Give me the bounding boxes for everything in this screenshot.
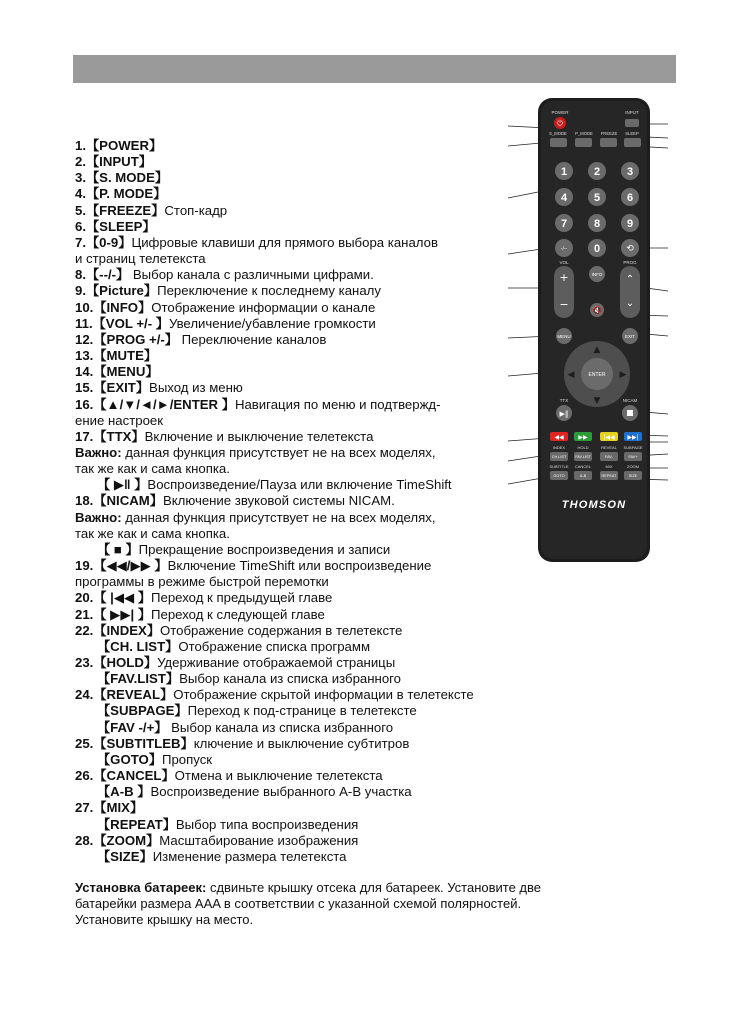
description-line <box>75 655 545 671</box>
button-description-text: Переход к предыдущей главе <box>151 590 333 606</box>
button-key-label: 25.【SUBTITLEB】 <box>75 735 194 751</box>
pmode-label: P_MODE <box>575 131 593 136</box>
button-key-label: 23.【HOLD】 <box>75 655 158 670</box>
button-key-label: 13.【MUTE】 <box>75 348 158 364</box>
button-description-text: Включение и выключение телетекста <box>144 428 374 444</box>
button-description-text: Воспроизведение/Пауза или включение TimeShift <box>147 477 452 493</box>
description-line <box>75 413 545 429</box>
button-description-text: так же как и сама кнопка. <box>75 461 230 477</box>
button-key-label: 24.【REVEAL】 <box>75 687 174 703</box>
input-label: INPUT <box>625 110 639 115</box>
button-key-label: 22.【INDEX】 <box>75 622 161 638</box>
description-line <box>75 219 545 235</box>
info-label: INFO <box>591 272 603 277</box>
description-line <box>75 736 545 752</box>
digit-6-label: 6 <box>626 192 634 204</box>
button-key-label: 26.【CANCEL】 <box>75 768 175 784</box>
digit-5-label: 5 <box>593 192 601 204</box>
description-line <box>75 154 545 170</box>
function-button-label: CH.LIST <box>551 455 567 459</box>
button-key-label: 6.【SLEEP】 <box>75 218 156 234</box>
next-chapter-icon: ▶▶| <box>627 434 639 441</box>
play-pause-icon: ▶‖ <box>559 410 569 418</box>
button-description-text: Отображение скрытой информации в телетексте <box>173 687 474 703</box>
description-line <box>75 316 545 332</box>
nav-down-icon[interactable]: ▼ <box>593 396 601 406</box>
rewind-icon: ◀◀ <box>554 434 564 441</box>
description-line <box>75 720 545 736</box>
button-key-label: 【GOTO】 <box>97 751 162 767</box>
button-description-text: Воспроизведение выбранного A-B участка <box>150 784 412 800</box>
button-description-text: Выбор типа воспроизведения <box>175 816 359 832</box>
function-button-label: FAV+ <box>628 455 638 459</box>
description-line <box>75 671 545 687</box>
button-key-label: 20.【 |◀◀ 】 <box>75 590 152 606</box>
button-key-label: Важно: <box>75 509 122 525</box>
button-key-label: 21.【 ▶▶| 】 <box>75 606 152 622</box>
menu-label: MENU <box>557 334 571 339</box>
function-label: HOLD <box>577 445 589 450</box>
function-button-label: GOTO <box>553 474 565 478</box>
description-line <box>75 380 545 396</box>
description-line <box>75 526 545 542</box>
digit-keypad <box>555 162 639 232</box>
freeze-button[interactable] <box>600 138 617 147</box>
button-description-text: Переключение к последнему каналу <box>157 283 381 299</box>
prog-up-icon: ⌃ <box>625 274 635 285</box>
enter-label: ENTER <box>588 372 606 378</box>
button-description-text: Отображение информации о канале <box>151 299 376 315</box>
digit-8-label: 8 <box>593 218 601 230</box>
function-button-label: SIZE <box>628 474 638 478</box>
battery-line-1: Установка батареек: сдвиньте крышку отсека для батареек. Установите две <box>75 880 541 895</box>
description-line <box>75 510 545 526</box>
button-key-label: 15.【EXIT】 <box>75 380 150 396</box>
digit-9-label: 9 <box>626 218 634 230</box>
button-key-label: 【SUBPAGE】 <box>97 703 188 719</box>
nav-right-icon[interactable]: ▶ <box>619 370 627 380</box>
digit-4-label: 4 <box>560 192 568 204</box>
function-label: REVEAL <box>601 445 617 450</box>
button-key-label: 8.【--/-】 <box>75 267 130 283</box>
digit-1-label: 1 <box>560 166 568 178</box>
battery-line-2: батарейки размера AAA в соответствии с указанной схемой полярностей. <box>75 896 522 911</box>
pmode-button[interactable] <box>575 138 592 147</box>
description-line <box>75 542 545 558</box>
button-description-text: Выход из меню <box>149 380 243 396</box>
button-description-text: Цифровые клавиши для прямого выбора каналов <box>131 234 438 250</box>
function-label: ZOOM <box>627 464 639 469</box>
function-button-label: FAV- <box>605 455 613 459</box>
recall-icon: ⟲ <box>626 244 634 254</box>
function-button-label: FAV.LIST <box>575 455 591 459</box>
button-key-label: 12.【PROG +/-】 <box>75 331 178 347</box>
description-line <box>75 429 545 445</box>
button-description-text: Пропуск <box>161 751 213 767</box>
button-key-label: 28.【ZOOM】 <box>75 832 160 848</box>
description-line <box>75 397 545 413</box>
description-line <box>75 558 545 574</box>
description-line <box>75 800 545 816</box>
button-description-text: Удерживание отображаемой страницы <box>157 655 396 670</box>
button-key-label: 【CH. LIST】 <box>97 638 179 654</box>
description-line <box>75 203 545 219</box>
button-key-label: 3.【S. MODE】 <box>75 170 169 186</box>
battery-instructions <box>75 880 675 928</box>
button-description-text: ключение и выключение субтитров <box>193 735 410 751</box>
button-description-text: Отображение списка программ <box>178 638 371 654</box>
button-description-text: Выбор канала с различными цифрами. <box>129 267 374 283</box>
description-line <box>75 300 545 316</box>
button-key-label: 9.【Picture】 <box>75 283 158 299</box>
description-line <box>75 574 545 590</box>
description-line <box>75 235 545 251</box>
button-description-text: Выбор канала из списка избранного <box>179 671 402 687</box>
vol-down-icon: − <box>559 298 569 311</box>
description-line <box>75 607 545 623</box>
button-description-list <box>75 138 545 865</box>
battery-line-3: Установите крышку на место. <box>75 912 254 927</box>
button-key-label: 14.【MENU】 <box>75 364 159 380</box>
button-description-text: данная функция присутствует не на всех моделях, <box>121 444 436 460</box>
button-description-text: Переключение каналов <box>177 331 327 347</box>
dash-label: -/-- <box>560 246 568 252</box>
digit-7-label: 7 <box>560 218 568 230</box>
button-key-label: 17.【TTX】 <box>75 428 145 444</box>
description-line <box>75 687 545 703</box>
sleep-label: SLEEP <box>625 131 639 136</box>
smode-button[interactable] <box>550 138 567 147</box>
description-line <box>75 590 545 606</box>
button-key-label: 【REPEAT】 <box>97 816 176 832</box>
description-line <box>75 784 545 800</box>
remote-control-illustration <box>508 96 668 596</box>
description-line <box>75 623 545 639</box>
button-description-text: программы в режиме быстрой перемотки <box>75 574 329 590</box>
function-label: SUBPAGE <box>623 445 643 450</box>
digit-3-label: 3 <box>626 166 634 178</box>
nav-left-icon[interactable]: ◀ <box>567 370 575 380</box>
button-description-text: Переход к следующей главе <box>151 606 325 622</box>
description-line <box>75 477 545 493</box>
button-key-label: 【 ▶‖ 】 <box>97 477 148 493</box>
power-icon: ⏻ <box>557 119 563 128</box>
button-key-label: 27.【MIX】 <box>75 800 144 816</box>
button-key-label: 16.【▲/▼/◄/►/ENTER 】 <box>75 396 235 412</box>
function-button-label: A-B <box>579 474 587 478</box>
stop-icon <box>627 410 633 416</box>
description-line <box>75 267 545 283</box>
vol-label: VOL <box>559 260 569 265</box>
button-description-text: Масштабирование изображения <box>159 832 359 848</box>
button-key-label: 10.【INFO】 <box>75 299 152 315</box>
function-label: INDEX <box>552 445 566 450</box>
prog-label: PROG <box>623 260 637 265</box>
button-key-label: 7.【0-9】 <box>75 234 132 250</box>
button-description-text: Отображение содержания в телетексте <box>160 622 403 638</box>
button-description-text: Включение TimeShift или воспроизведение <box>167 558 432 574</box>
description-line <box>75 332 545 348</box>
freeze-label: FREEZE <box>600 131 618 136</box>
brand-logo: THOMSON <box>561 499 627 511</box>
smode-label: S_MODE <box>549 131 567 136</box>
previous-chapter-icon: |◀◀ <box>603 434 615 441</box>
button-key-label: 【 ■ 】 <box>97 541 139 557</box>
button-description-text: данная функция присутствует не на всех моделях, <box>121 509 436 525</box>
function-button-label: REPEAT <box>601 474 617 478</box>
description-line <box>75 348 545 364</box>
button-description-text: Навигация по меню и подтвержд- <box>234 396 441 412</box>
vol-up-icon: + <box>559 271 569 284</box>
ttx-label: TTX <box>559 398 569 403</box>
button-key-label: 4.【P. MODE】 <box>75 186 167 202</box>
button-key-label: 【A-B 】 <box>97 784 151 800</box>
mute-icon: 🔇 <box>592 306 602 315</box>
button-key-label: Важно: <box>75 444 122 460</box>
button-key-label: 【SIZE】 <box>97 848 153 864</box>
description-line <box>75 283 545 299</box>
description-line <box>75 703 545 719</box>
description-line <box>75 817 545 833</box>
nicam-label: NICAM <box>622 398 638 403</box>
function-label: MIX <box>605 464 613 469</box>
button-key-label: 2.【INPUT】 <box>75 154 152 170</box>
button-description-text: так же как и сама кнопка. <box>75 525 230 541</box>
description-line <box>75 493 545 509</box>
description-line <box>75 849 545 865</box>
sleep-button[interactable] <box>624 138 641 147</box>
digit-2-label: 2 <box>593 166 601 178</box>
button-description-text: ение настроек <box>75 412 164 428</box>
fast-forward-icon: ▶▶ <box>578 434 588 441</box>
exit-label: EXIT <box>624 334 636 339</box>
description-line <box>75 170 545 186</box>
description-line <box>75 461 545 477</box>
button-description-text: Переход к под-странице в телетексте <box>187 703 417 719</box>
description-line <box>75 768 545 784</box>
button-description-text: Стоп-кадр <box>164 202 228 218</box>
description-line <box>75 833 545 849</box>
function-label: SUBTITLE <box>549 464 569 469</box>
function-label: CANCEL <box>574 464 592 469</box>
description-line <box>75 186 545 202</box>
button-key-label: 18.【NICAM】 <box>75 493 163 509</box>
prog-down-icon: ⌄ <box>625 298 635 309</box>
button-key-label: 19.【◀◀/▶▶ 】 <box>75 558 168 574</box>
button-description-text: и страниц телетекста <box>75 251 206 267</box>
power-label: POWER <box>551 110 569 115</box>
button-key-label: 5.【FREEZE】 <box>75 202 165 218</box>
button-key-label: 【FAV -/+】 <box>97 719 168 735</box>
button-description-text: Увеличение/убавление громкости <box>168 315 376 331</box>
button-description-text: Отмена и выключение телетекста <box>174 768 383 784</box>
description-line <box>75 445 545 461</box>
description-line <box>75 251 545 267</box>
button-description-text: Изменение размера телетекста <box>152 848 347 864</box>
button-key-label: 【FAV.LIST】 <box>97 671 180 687</box>
button-description-text: Прекращение воспроизведения и записи <box>138 541 391 557</box>
description-line <box>75 364 545 380</box>
button-description-text: Включение звуковой системы NICAM. <box>162 493 395 509</box>
button-description-text: Выбор канала из списка избранного <box>167 719 394 735</box>
nav-up-icon[interactable]: ▲ <box>593 345 601 355</box>
section-header-bar <box>73 55 676 83</box>
input-button[interactable] <box>625 119 639 127</box>
description-line <box>75 639 545 655</box>
button-key-label: 1.【POWER】 <box>75 138 163 153</box>
description-line <box>75 138 545 154</box>
description-line <box>75 752 545 768</box>
digit-0-label: 0 <box>593 243 601 255</box>
button-key-label: 11.【VOL +/- 】 <box>75 315 169 331</box>
